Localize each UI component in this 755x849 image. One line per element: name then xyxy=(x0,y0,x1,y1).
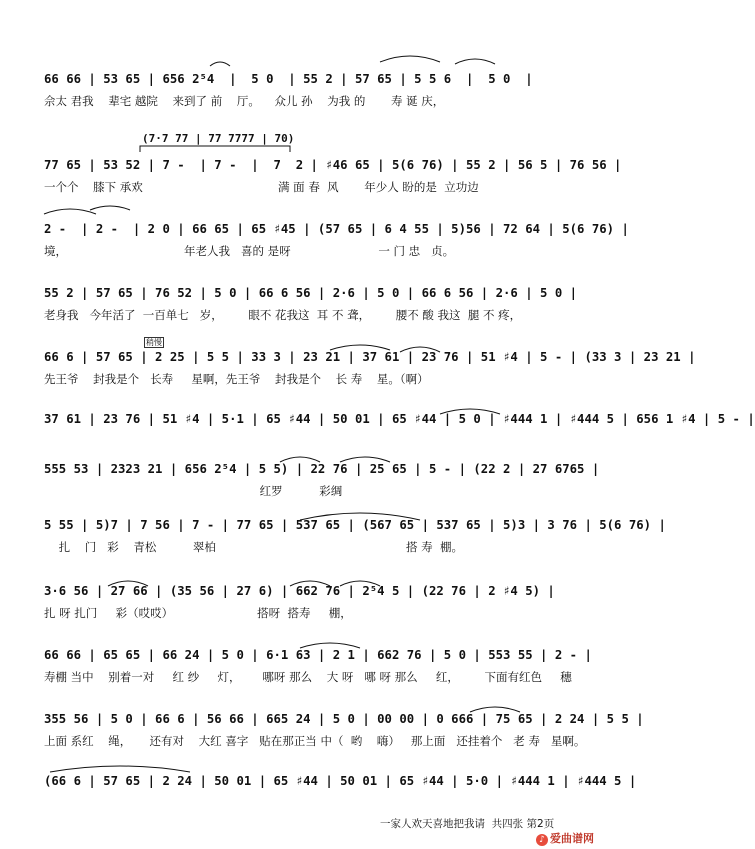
notation-line: 66 6 | 57 65 | 2 25 | 5 5 | 33 3 | 23 21 | 37 61 | 23 76 | 51 ♯4 | 5 - | (33 3 | 23 21 | xyxy=(44,350,696,364)
notation-line: 2 - | 2 - | 2 0 | 66 65 | 65 ♯45 | (57 65 | 6 4 55 | 5)56 | 72 64 | 5(6 76) | xyxy=(44,222,629,236)
notation-line: 37 61 | 23 76 | 51 ♯4 | 5·1 | 65 ♯44 | 50 01 | 65 ♯44 | 5 0 | ♯444 1 | ♯444 5 | 656 1 ♯4 | 5 - | xyxy=(44,412,755,426)
lyric-line: 红罗 彩绸 xyxy=(44,484,343,498)
bracketed-interlude: (7·7 77 | 77 7777 | 70) xyxy=(142,132,295,145)
notation-line: 77 65 | 53 52 | 7 - | 7 - | 7 2 | ♯46 65 | 5(6 76) | 55 2 | 56 5 | 76 56 | xyxy=(44,158,622,172)
lyric-line: 先王爷 封我是个 长寿 星啊，先王爷 封我是个 长 寿 星。（啊） xyxy=(44,372,429,386)
notation-line: 55 2 | 57 65 | 76 52 | 5 0 | 66 6 56 | 2·6 | 5 0 | 66 6 56 | 2·6 | 5 0 | xyxy=(44,286,578,300)
lyric-line: 扎 门 彩 青松 翠柏 搭 寿 棚。 xyxy=(44,540,463,554)
lyric-line xyxy=(44,432,564,450)
tempo-marking: 稍慢 xyxy=(146,338,162,347)
lyric-line: 寿棚 当中 别着一对 红 纱 灯， 哪呀 那么 大 呀 哪 呀 那么 红， 下面有红色 穗 xyxy=(44,670,572,684)
lyric-line: 扎 呀 扎门 彩（哎哎） 搭呀 搭寿 棚， xyxy=(44,606,352,620)
notation-line: 555 53 | 2323 21 | 656 2⁵4 | 5 5) | 22 76 | 25 65 | 5 - | (22 2 | 27 6765 | xyxy=(44,462,600,476)
notation-line: 355 56 | 5 0 | 66 6 | 56 66 | 665 24 | 5 0 | 00 00 | 0 666 | 75 65 | 2 24 | 5 5 | xyxy=(44,712,644,726)
watermark-logo xyxy=(536,830,594,846)
notation-line: (66 6 | 57 65 | 2 24 | 50 01 | 65 ♯44 | 50 01 | 65 ♯44 | 5·0 | ♯444 1 | ♯444 5 | xyxy=(44,774,637,788)
notation-line: 66 66 | 65 65 | 66 24 | 5 0 | 6·1 63 | 2 1 | 662 76 | 5 0 | 553 55 | 2 - | xyxy=(44,648,592,662)
notation-line: 66 66 | 53 65 | 656 2⁵4 | 5 0 | 55 2 | 57 65 | 5 5 6 | 5 0 | xyxy=(44,72,533,86)
watermark-text: 爱曲谱网 xyxy=(550,832,594,845)
lyric-line: 一个个 膝下 承欢 满 面 春 风 年少人 盼的是 立功边 xyxy=(44,180,479,194)
lyric-line: 佘太 君我 辈宅 越院 来到了 前 厅。 众儿 孙 为我 的 寿 诞 庆， xyxy=(44,94,445,108)
lyric-line xyxy=(44,794,564,812)
page-footer: 一家人欢天喜地把我请 共四张 第2页 xyxy=(380,818,555,830)
lyric-line: 上面 系红 绳， 还有对 大红 喜字 贴在那正当 中（ 哟 嗨） 那上面 还挂着个 老 寿 星啊。 xyxy=(44,734,586,748)
lyric-line: 老身我 今年活了 一百单七 岁， 眼不 花我这 耳 不 聋， 腰不 酸 我这 腿 不 疼， xyxy=(44,308,522,322)
notation-line: 3·6 56 | 27 66 | (35 56 | 27 6) | 662 76 | 2⁵4 5 | (22 76 | 2 ♯4 5) | xyxy=(44,584,555,598)
notation-line: 5 55 | 5)7 | 7 56 | 7 - | 77 65 | 537 65 | (567 65 | 537 65 | 5)3 | 3 76 | 5(6 76) | xyxy=(44,518,666,532)
lyric-line: 境， 年老人我 喜的 是呀 一 门 忠 贞。 xyxy=(44,244,455,258)
logo-icon: ♪ xyxy=(536,834,548,846)
